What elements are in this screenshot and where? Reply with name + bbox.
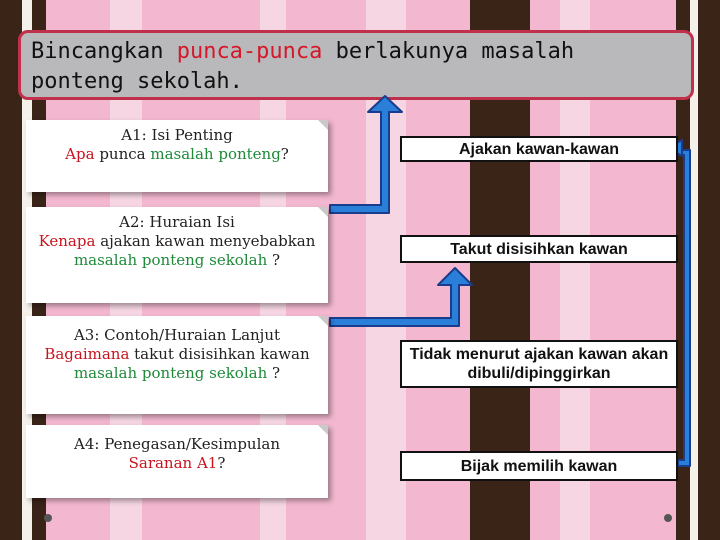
card-heading: A1: Isi Penting <box>121 126 233 144</box>
bullet-dot-right <box>664 514 672 522</box>
answer-box-4: Bijak memilih kawan <box>400 451 678 481</box>
card-heading: A2: Huraian Isi <box>119 213 235 231</box>
card-a4 <box>26 425 328 498</box>
answer-box-2: Takut disisihkan kawan <box>400 235 678 263</box>
bullet-dot-left <box>44 514 52 522</box>
q-text: punca <box>94 145 151 163</box>
q-end: ? <box>267 364 281 382</box>
card-question <box>32 145 322 164</box>
title-line-2: ponteng sekolah. <box>31 69 243 94</box>
card-question <box>32 454 322 473</box>
title-box <box>18 30 694 100</box>
title-highlight: punca-punca <box>176 39 323 64</box>
q-text: ajakan kawan menyebabkan <box>95 232 316 250</box>
q-topic: masalah ponteng sekolah <box>73 364 268 382</box>
q-topic: masalah ponteng sekolah <box>73 251 268 269</box>
q-keyword: Apa <box>65 145 95 163</box>
answer-box-3: Tidak menurut ajakan kawan akan dibuli/dipinggirkan <box>400 340 678 388</box>
q-topic: masalah ponteng <box>150 145 281 163</box>
card-a3 <box>26 316 328 414</box>
answer-box-1: Ajakan kawan-kawan <box>400 136 678 162</box>
title-prefix: Bincangkan <box>31 39 177 64</box>
title-line-1 <box>31 37 681 67</box>
card-question <box>32 232 322 270</box>
card-question <box>32 345 322 383</box>
q-keyword: Kenapa <box>38 232 96 250</box>
q-keyword: Bagaimana <box>44 345 130 363</box>
q-text: takut disisihkan kawan <box>129 345 310 363</box>
card-a1 <box>26 120 328 192</box>
q-keyword: Saranan A1 <box>128 454 218 472</box>
card-heading: A3: Contoh/Huraian Lanjut <box>73 326 281 344</box>
q-end: ? <box>217 454 226 472</box>
q-end: ? <box>267 251 281 269</box>
q-end: ? <box>280 145 289 163</box>
card-a2 <box>26 207 328 303</box>
title-line1-rest: berlakunya masalah <box>322 39 575 64</box>
card-heading: A4: Penegasan/Kesimpulan <box>74 435 280 453</box>
